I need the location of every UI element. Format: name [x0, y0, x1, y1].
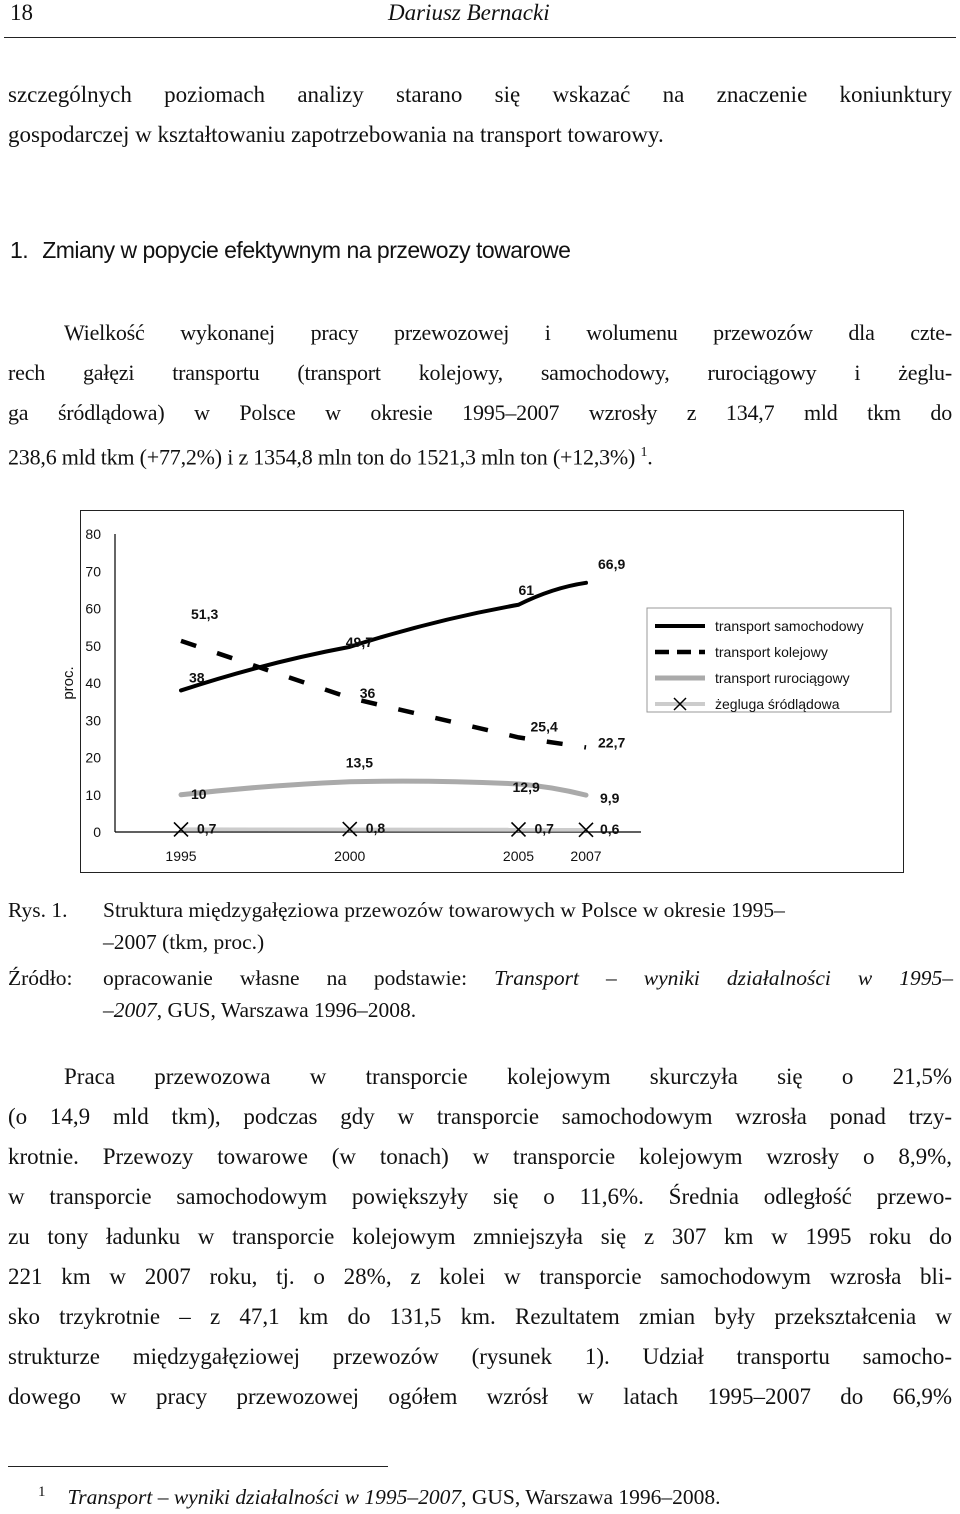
x-tick-label: 2007 [570, 848, 602, 864]
para1-line-4-text: 238,6 mld tkm (+77,2%) i z 1354,8 mln ton do 1521,3 mln ton (+12,3%) [8, 444, 636, 470]
footnote [8, 1484, 721, 1510]
footnote-rule [8, 1466, 388, 1467]
y-tick-label: 30 [85, 712, 101, 729]
source-label: Źródło: [8, 966, 73, 990]
y-axis-label: proc. [60, 666, 77, 700]
footnote-title: Transport – wyniki działalności w 1995–2007 [67, 1485, 462, 1509]
para2-line-4: w transporcie samochodowym powiększyły się o 11,6%. Średnia odległość przewo- [8, 1184, 952, 1209]
section-heading [10, 237, 570, 264]
data-label: 36 [359, 684, 376, 701]
page-number: 18 [10, 0, 33, 25]
para1-line-2: rech gałęzi transportu (transport kolejowy, samochodowy, rurociągowy i żeglu- [8, 360, 952, 385]
source-line-1 [103, 962, 953, 994]
data-label: 22,7 [598, 734, 626, 751]
para2-line-9: dowego w pracy przewozowej ogółem wzrósł w latach 1995–2007 do 66,9% [8, 1384, 952, 1409]
source-line-2 [103, 994, 953, 1026]
figure-caption-label: Rys. 1. [8, 898, 68, 922]
data-label: 0,8 [365, 820, 386, 837]
data-label: 0,7 [534, 820, 554, 837]
data-label: 61 [518, 581, 535, 598]
y-tick-label: 70 [85, 563, 101, 580]
footnote-reference: 1 [640, 445, 648, 460]
section-title: Zmiany w popycie efektywnym na przewozy towarowe [42, 237, 571, 263]
x-tick-label: 1995 [165, 848, 197, 864]
intro-paragraph [8, 75, 952, 155]
data-label: 25,4 [530, 718, 558, 735]
data-label: 9,9 [600, 790, 620, 807]
x-tick-label: 2000 [334, 848, 366, 864]
para2-line-5: zu tony ładunku w transporcie kolejowym zmniejszyła się z 307 km w 1995 roku do [8, 1224, 952, 1249]
data-label: 66,9 [598, 555, 626, 572]
para1-line-4 [8, 433, 952, 477]
section-number: 1. [10, 237, 29, 263]
intro-line-1: szczególnych poziomach analizy starano się wskazać na znaczenie koniunktury [8, 82, 952, 107]
y-tick-label: 60 [85, 600, 101, 617]
para2-line-3: krotnie. Przewozy towarowe (w tonach) w transporcie kolejowym wzrosły o 8,9%, [8, 1144, 952, 1169]
para2-line-6: 221 km w 2007 roku, tj. o 28%, z kolei w transporcie samochodowym wzrosła bli- [8, 1264, 952, 1289]
legend-label: transport rurociągowy [715, 670, 850, 686]
legend-label: transport kolejowy [715, 644, 828, 660]
data-label: 51,3 [191, 605, 219, 622]
running-header-author: Dariusz Bernacki [388, 0, 550, 25]
para2-line-2: (o 14,9 mld tkm), podczas gdy w transporcie samochodowym wzrosła ponad trzy- [8, 1104, 952, 1129]
y-tick-label: 80 [85, 526, 101, 542]
y-tick-label: 0 [93, 824, 101, 840]
source-prefix: opracowanie własne na podstawie: [103, 966, 468, 990]
para1-line-1: Wielkość wykonanej pracy przewozowej i wolumenu przewozów dla czte- [64, 320, 952, 345]
figure-caption-line-2: –2007 (tkm, proc.) [103, 930, 265, 954]
data-label: 12,9 [512, 778, 540, 795]
y-tick-label: 50 [85, 637, 101, 654]
data-label: 0,6 [600, 820, 620, 837]
paragraph-1 [8, 313, 952, 477]
para1-end: . [647, 444, 653, 470]
paragraph-2 [8, 1057, 952, 1417]
source-suffix: , GUS, Warszawa 1996–2008. [156, 998, 417, 1022]
x-tick-label: 2005 [502, 848, 535, 864]
data-label: 0,7 [197, 820, 217, 837]
para1-line-3: ga śródlądowa) w Polsce w okresie 1995–2007 wzrosły z 134,7 mld tkm do [8, 400, 952, 425]
intro-line-2: gospodarczej w kształtowaniu zapotrzebowania na transport towarowy. [8, 122, 664, 147]
chart-svg [60, 511, 903, 872]
y-tick-label: 40 [85, 675, 101, 691]
y-tick-label: 20 [85, 749, 101, 766]
data-label: 38 [189, 669, 205, 686]
data-label: 10 [191, 785, 207, 802]
footnote-number: 1 [38, 1484, 46, 1500]
para2-line-8: strukturze międzygałęziowej przewozów (rysunek 1). Udział transportu samocho- [8, 1344, 952, 1369]
source-title-part-1: Transport – wyniki działalności w 1995– [494, 966, 953, 990]
legend-label: żegluga śródlądowa [715, 696, 840, 712]
source-title-part-2: –2007 [103, 998, 157, 1022]
para2-line-1: Praca przewozowa w transporcie kolejowym skurczyła się o 21,5% [64, 1064, 952, 1089]
para2-line-7: sko trzykrotnie – z 47,1 km do 131,5 km. Rezultatem zmian były przekształcenia w [8, 1304, 952, 1329]
series-line-0 [181, 583, 586, 691]
header-rule [4, 37, 956, 38]
chart-figure [60, 510, 904, 873]
legend-label: transport samochodowy [715, 618, 864, 634]
footnote-rest: , GUS, Warszawa 1996–2008. [461, 1485, 721, 1509]
figure-caption-line-1: Struktura międzygałęziowa przewozów towarowych w Polsce w okresie 1995– [103, 898, 785, 922]
data-label: 49,7 [345, 633, 373, 650]
y-tick-label: 10 [85, 786, 101, 803]
series-line-1 [181, 641, 586, 748]
data-label: 13,5 [345, 754, 373, 771]
